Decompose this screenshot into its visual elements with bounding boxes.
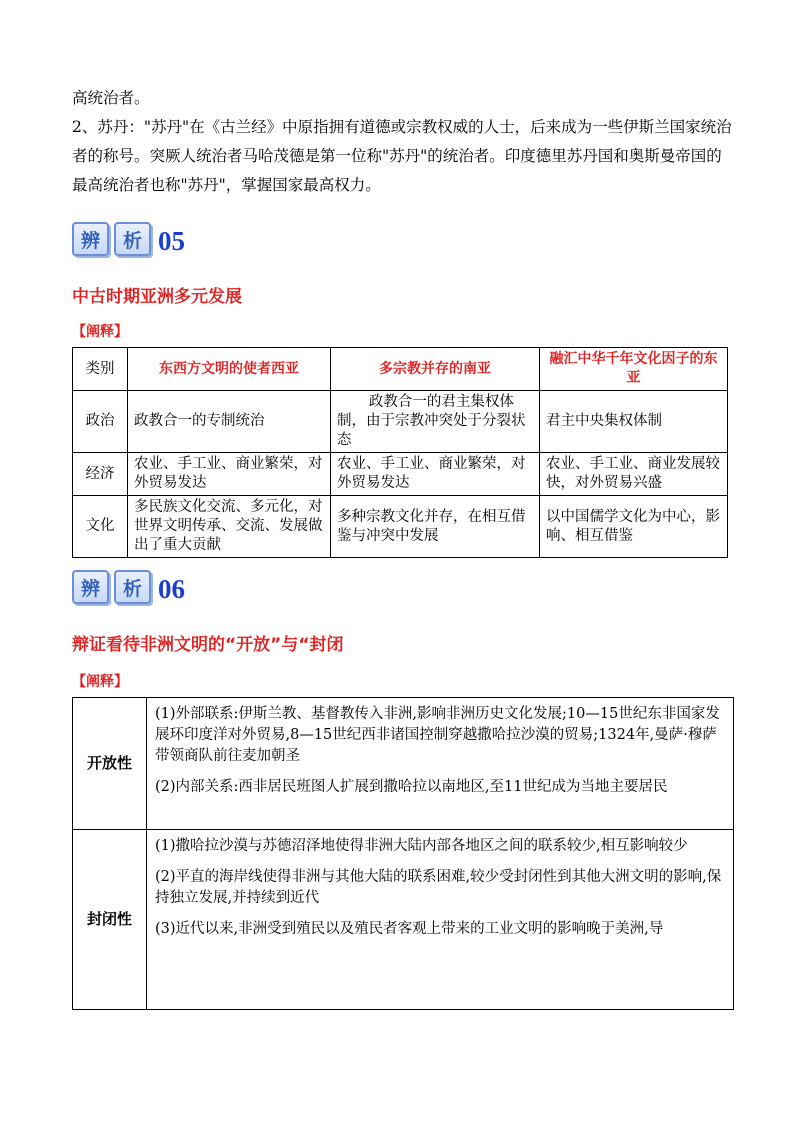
badge-char-xi: 析: [114, 570, 151, 604]
table-cell: 君主中央集权体制: [540, 391, 728, 453]
table-cell: 政教合一的专制统治: [128, 391, 331, 453]
table-cell: 多民族文化交流、多元化，对世界文明传承、交流、发展做出了重大贡献: [128, 496, 331, 558]
row-label-economy: 经济: [73, 453, 128, 496]
badge-number: 05: [158, 226, 185, 256]
table-row: [73, 391, 728, 453]
table-row-closedness: [73, 830, 734, 1010]
badge-char-xi: 析: [114, 222, 151, 256]
document-page: [72, 84, 732, 1010]
intro-paragraph-sultan: 2、苏丹："苏丹"在《古兰经》中原指拥有道德或宗教权威的人士，后来成为一些伊斯兰国家统治者的称号。突厥人统治者马哈茂德是第一位称"苏丹"的统治者。印度德里苏丹国和奥斯曼帝国的最高统治者也称"苏丹"，掌握国家最高权力。: [72, 118, 732, 194]
row-label-openness: 开放性: [73, 698, 147, 830]
explanation-label: 【阐释】: [72, 324, 128, 340]
explanation-label: 【阐释】: [72, 674, 128, 690]
table-cell: 政教合一的君主集权体制，由于宗教冲突处于分裂状态: [331, 391, 540, 453]
table-cell: 多种宗教文化并存，在相互借鉴与冲突中发展: [331, 496, 540, 558]
section-title-asia: 中古时期亚洲多元发展: [72, 287, 242, 307]
table-cell: 农业、手工业、商业发展较快，对外贸易兴盛: [540, 453, 728, 496]
closedness-point-1: (1)撒哈拉沙漠与苏德沼泽地使得非洲大陆内部各地区之间的联系较少,相互影响较少: [155, 838, 688, 854]
asia-comparison-table: [72, 347, 728, 558]
table-row: [73, 496, 728, 558]
badge-char-bian: 辨: [72, 222, 109, 256]
table-cell: 农业、手工业、商业繁荣，对外贸易发达: [331, 453, 540, 496]
row-label-politics: 政治: [73, 391, 128, 453]
intro-line: 高统治者。: [72, 89, 150, 107]
table-row: [73, 453, 728, 496]
openness-external: (1)外部联系:伊斯兰教、基督教传入非洲,影响非洲历史文化发展;10—15世纪东非国家发展环印度洋对外贸易,8—15世纪西非诸国控制穿越撒哈拉沙漠的贸易;1324年,曼萨·穆萨带领商队前往麦加朝圣: [155, 706, 720, 764]
header-west-asia: 东西方文明的使者西亚: [128, 348, 331, 391]
header-east-asia: 融汇中华千年文化因子的东亚: [540, 348, 728, 391]
table-cell: 农业、手工业、商业繁荣，对外贸易发达: [128, 453, 331, 496]
closedness-point-3: (3)近代以来,非洲受到殖民以及殖民者客观上带来的工业文明的影响晚于美洲,导: [155, 921, 664, 937]
row-label-culture: 文化: [73, 496, 128, 558]
header-category: 类别: [73, 348, 128, 391]
analysis-badge-06: [72, 560, 732, 604]
section-title-africa: 辩证看待非洲文明的“开放”与“封闭: [72, 635, 344, 655]
africa-openness-table: [72, 697, 734, 1010]
closedness-content: [147, 830, 734, 1010]
badge-number: 06: [158, 574, 185, 604]
closedness-point-2: (2)平直的海岸线使得非洲与其他大陆的联系困难,较少受封闭性到其他大洲文明的影响,保持独立发展,并持续到近代: [155, 869, 722, 906]
badge-char-bian: 辨: [72, 570, 109, 604]
row-label-closedness: 封闭性: [73, 830, 147, 1010]
table-cell: 以中国儒学文化为中心，影响、相互借鉴: [540, 496, 728, 558]
header-south-asia: 多宗教并存的南亚: [331, 348, 540, 391]
table-row-openness: [73, 698, 734, 830]
openness-internal: (2)内部关系:西非居民班图人扩展到撒哈拉以南地区,至11世纪成为当地主要居民: [155, 779, 668, 795]
analysis-badge-05: [72, 212, 732, 256]
openness-content: [147, 698, 734, 830]
table-header-row: [73, 348, 728, 391]
